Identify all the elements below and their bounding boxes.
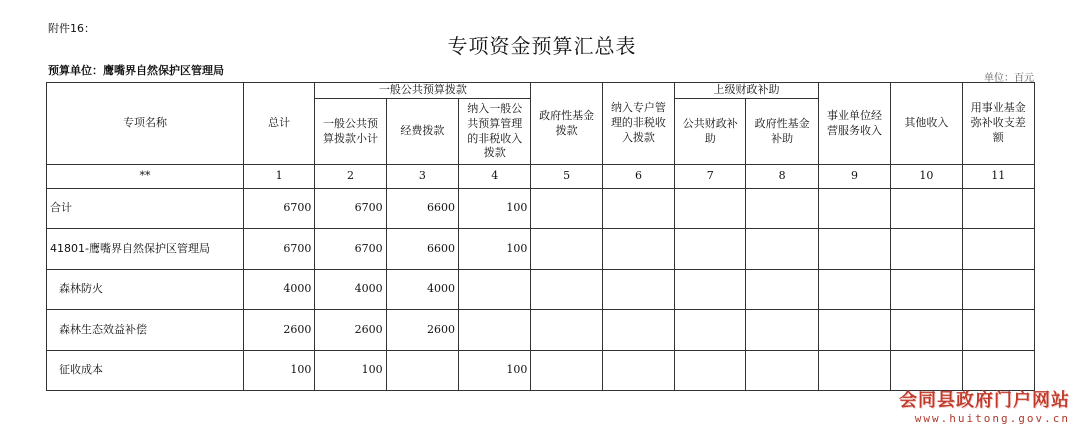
row-name: 森林生态效益补偿 — [47, 310, 244, 351]
empty-cell — [962, 189, 1034, 229]
row-name: 合计 — [47, 189, 244, 229]
empty-cell — [531, 189, 602, 229]
empty-cell — [962, 229, 1034, 270]
page-title: 专项资金预算汇总表 — [447, 34, 637, 58]
header-business-income: 事业单位经营服务收入 — [818, 83, 890, 165]
header-public-subsidy: 公共财政补助 — [675, 99, 746, 165]
row-nontax — [459, 310, 531, 351]
header-total: 总计 — [243, 83, 314, 165]
index-cell: 2 — [315, 165, 386, 189]
row-name: 征收成本 — [47, 351, 244, 391]
header-other-income: 其他收入 — [891, 83, 962, 165]
index-cell: 5 — [531, 165, 602, 189]
row-subtotal: 6700 — [315, 229, 386, 270]
table-row — [47, 270, 1035, 310]
empty-cell — [531, 351, 602, 391]
header-row-1 — [47, 83, 1035, 99]
empty-cell — [531, 310, 602, 351]
empty-cell — [746, 189, 818, 229]
empty-cell — [891, 310, 962, 351]
empty-cell — [602, 310, 674, 351]
empty-cell — [675, 270, 746, 310]
empty-cell — [818, 229, 890, 270]
watermark-title: 会同县政府门户网站 — [899, 390, 1070, 411]
index-cell: 4 — [459, 165, 531, 189]
header-nontax-general: 纳入一般公共预算管理的非税收入拨款 — [459, 99, 531, 165]
empty-cell — [818, 270, 890, 310]
empty-cell — [818, 310, 890, 351]
row-expense: 6600 — [386, 189, 458, 229]
index-cell: 10 — [891, 165, 962, 189]
row-subtotal: 100 — [315, 351, 386, 391]
row-expense: 2600 — [386, 310, 458, 351]
empty-cell — [675, 229, 746, 270]
empty-cell — [818, 189, 890, 229]
index-cell: 7 — [675, 165, 746, 189]
empty-cell — [602, 351, 674, 391]
header-nontax-special: 纳入专户管理的非税收入拨款 — [602, 83, 674, 165]
budget-summary-table — [46, 82, 1035, 391]
row-total: 4000 — [243, 270, 314, 310]
header-fund-balance: 用事业基金弥补收支差额 — [962, 83, 1034, 165]
index-cell: 6 — [602, 165, 674, 189]
budget-unit-label: 预算单位：鹰嘴界自然保护区管理局 — [48, 64, 224, 77]
row-subtotal: 6700 — [315, 189, 386, 229]
empty-cell — [675, 351, 746, 391]
empty-cell — [818, 351, 890, 391]
row-subtotal: 2600 — [315, 310, 386, 351]
empty-cell — [746, 270, 818, 310]
index-cell: 3 — [386, 165, 458, 189]
row-nontax — [459, 270, 531, 310]
attachment-label: 附件16： — [48, 22, 95, 35]
header-expense: 经费拨款 — [386, 99, 458, 165]
index-row — [47, 165, 1035, 189]
empty-cell — [962, 351, 1034, 391]
empty-cell — [675, 310, 746, 351]
header-gov-fund-subsidy: 政府性基金补助 — [746, 99, 818, 165]
empty-cell — [531, 270, 602, 310]
row-nontax: 100 — [459, 189, 531, 229]
row-subtotal: 4000 — [315, 270, 386, 310]
currency-unit-label: 单位：百元 — [984, 73, 1034, 84]
table-row — [47, 310, 1035, 351]
empty-cell — [962, 310, 1034, 351]
row-total: 100 — [243, 351, 314, 391]
row-expense — [386, 351, 458, 391]
header-general-group: 一般公共预算拨款 — [315, 83, 531, 99]
header-general-subtotal: 一般公共预算拨款小计 — [315, 99, 386, 165]
empty-cell — [602, 229, 674, 270]
watermark-url: www.huitong.gov.cn — [914, 412, 1070, 425]
row-total: 6700 — [243, 189, 314, 229]
empty-cell — [602, 189, 674, 229]
header-superior-group: 上级财政补助 — [675, 83, 819, 99]
table-row — [47, 189, 1035, 229]
row-nontax: 100 — [459, 351, 531, 391]
index-cell: 11 — [962, 165, 1034, 189]
empty-cell — [746, 229, 818, 270]
row-total: 2600 — [243, 310, 314, 351]
row-expense: 4000 — [386, 270, 458, 310]
row-total: 6700 — [243, 229, 314, 270]
table-row — [47, 229, 1035, 270]
empty-cell — [891, 270, 962, 310]
empty-cell — [531, 229, 602, 270]
empty-cell — [746, 351, 818, 391]
index-cell: ** — [47, 165, 244, 189]
row-nontax: 100 — [459, 229, 531, 270]
row-name: 森林防火 — [47, 270, 244, 310]
watermark — [899, 386, 1070, 425]
empty-cell — [891, 351, 962, 391]
empty-cell — [602, 270, 674, 310]
index-cell: 9 — [818, 165, 890, 189]
empty-cell — [746, 310, 818, 351]
empty-cell — [891, 229, 962, 270]
row-expense: 6600 — [386, 229, 458, 270]
empty-cell — [962, 270, 1034, 310]
table-row — [47, 351, 1035, 391]
row-name: 41801-鹰嘴界自然保护区管理局 — [47, 229, 244, 270]
index-cell: 1 — [243, 165, 314, 189]
index-cell: 8 — [746, 165, 818, 189]
header-gov-fund: 政府性基金拨款 — [531, 83, 602, 165]
header-name: 专项名称 — [47, 83, 244, 165]
empty-cell — [675, 189, 746, 229]
empty-cell — [891, 189, 962, 229]
